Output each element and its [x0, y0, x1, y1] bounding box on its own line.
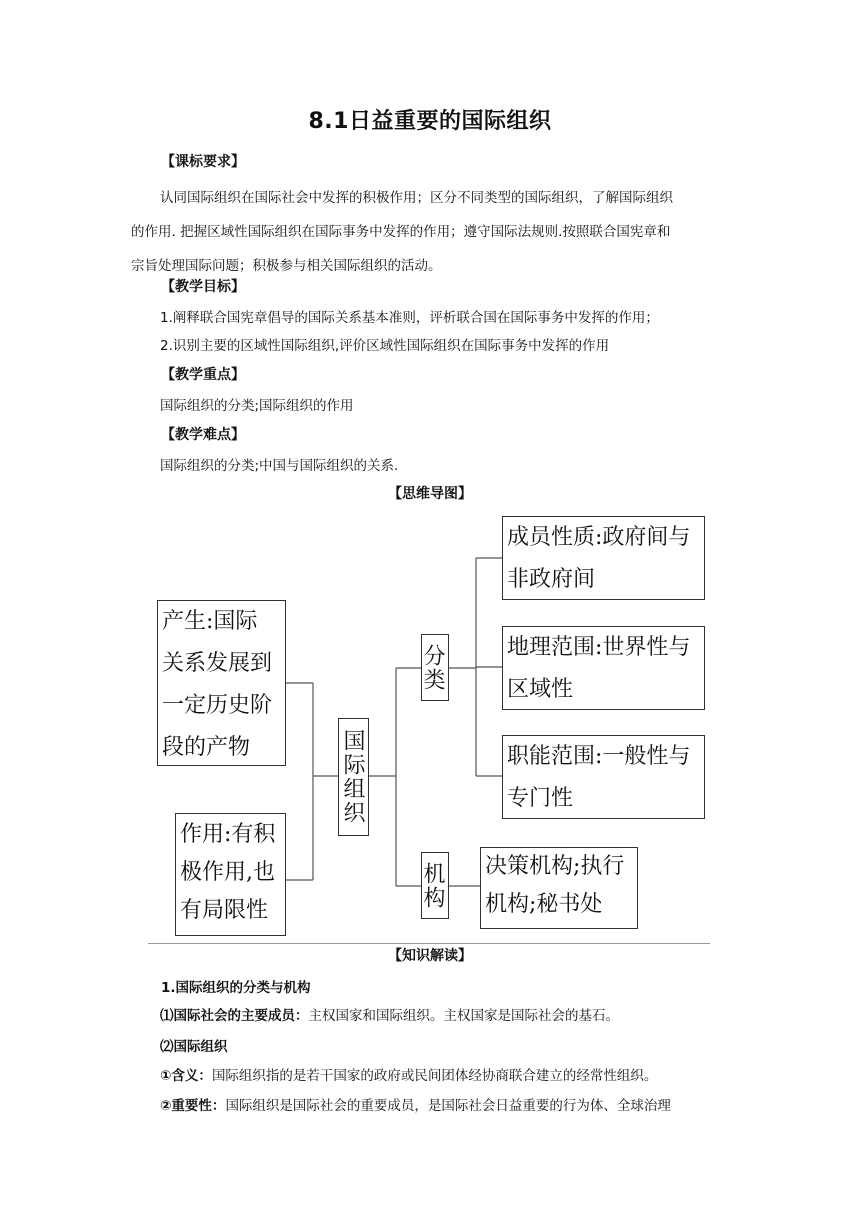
mech-items-box — [480, 847, 638, 929]
sub-item-1-text: 国际组织指的是若干国家的政府或民间团体经协商联合建立的经常性组织。 — [211, 1068, 658, 1084]
class-geo-line: 区域性 — [507, 677, 574, 702]
item-1 — [160, 1004, 619, 1024]
curriculum-heading: 【课标要求】 — [161, 154, 245, 170]
origin-line: 产生:国际 — [162, 609, 258, 634]
item-1-text: 主权国家和国际组织。主权国家是国际社会的基石。 — [308, 1008, 619, 1024]
key-points-heading: 【教学重点】 — [161, 367, 245, 383]
class-func-line: 职能范围:一般性与 — [507, 744, 691, 769]
mind-map-heading: 【思维导图】 — [388, 486, 472, 502]
class-nature-line: 非政府间 — [507, 567, 596, 592]
knowledge-heading: 【知识解读】 — [388, 948, 472, 964]
origin-line: 关系发展到 — [162, 651, 273, 676]
mech-items-line: 决策机构;执行 — [485, 854, 625, 879]
goals-heading: 【教学目标】 — [161, 279, 245, 295]
goal-item-2: 2.识别主要的区域性国际组织,评价区域性国际组织在国际事务中发挥的作用 — [160, 338, 610, 354]
class-func-box — [502, 735, 705, 819]
goal-item-1: 1.阐释联合国宪章倡导的国际关系基本准则，评析联合国在国际事务中发挥的作用； — [160, 310, 659, 326]
curriculum-line-2: 的作用. 把握区域性国际组织在国际事务中发挥的作用；遵守国际法规则.按照联合国宪章和 — [131, 224, 671, 240]
role-line: 作用:有积 — [180, 822, 276, 847]
mind-map-diagram — [148, 508, 710, 944]
mind-map-bottom-rule — [148, 943, 710, 944]
class-func-line: 专门性 — [507, 786, 574, 811]
page-title: 8.1日益重要的国际组织 — [308, 109, 552, 134]
class-nature-line: 成员性质:政府间与 — [507, 525, 691, 550]
difficulties-heading: 【教学难点】 — [161, 427, 245, 443]
role-line: 极作用,也 — [180, 860, 275, 885]
origin-box — [157, 600, 286, 766]
curriculum-line-1: 认同国际组织在国际社会中发挥的积极作用；区分不同类型的国际组织，了解国际组织 — [160, 190, 673, 206]
sub-item-1 — [160, 1064, 657, 1084]
class-nature-box — [502, 516, 705, 600]
sub-item-2 — [160, 1094, 671, 1114]
mech-items-line: 机构;秘书处 — [485, 892, 603, 917]
origin-line: 一定历史阶 — [162, 693, 273, 718]
curriculum-line-3: 宗旨处理国际问题；积极参与相关国际组织的活动。 — [131, 258, 442, 274]
origin-line: 段的产物 — [162, 735, 251, 760]
sub-item-2-label: ②重要性： — [160, 1098, 226, 1114]
class-geo-box — [502, 626, 705, 710]
item-1-label: ⑴国际社会的主要成员： — [160, 1008, 309, 1024]
center-box: 国际组织 — [338, 718, 369, 836]
class-geo-line: 地理范围:世界性与 — [507, 635, 691, 660]
difficulties-text: 国际组织的分类;中国与国际组织的关系. — [160, 458, 399, 474]
classify-box: 分类 — [421, 634, 449, 701]
section-1-heading: 1.国际组织的分类与机构 — [161, 980, 311, 996]
sub-item-1-label: ①含义： — [160, 1068, 212, 1084]
role-line: 有局限性 — [180, 898, 269, 923]
sub-item-2-text: 国际组织是国际社会的重要成员，是国际社会日益重要的行为体、全球治理 — [225, 1098, 671, 1114]
mechanism-box: 机构 — [421, 852, 449, 919]
role-box — [175, 813, 286, 936]
key-points-text: 国际组织的分类;国际组织的作用 — [160, 398, 354, 414]
item-2-label: ⑵国际组织 — [160, 1039, 228, 1055]
